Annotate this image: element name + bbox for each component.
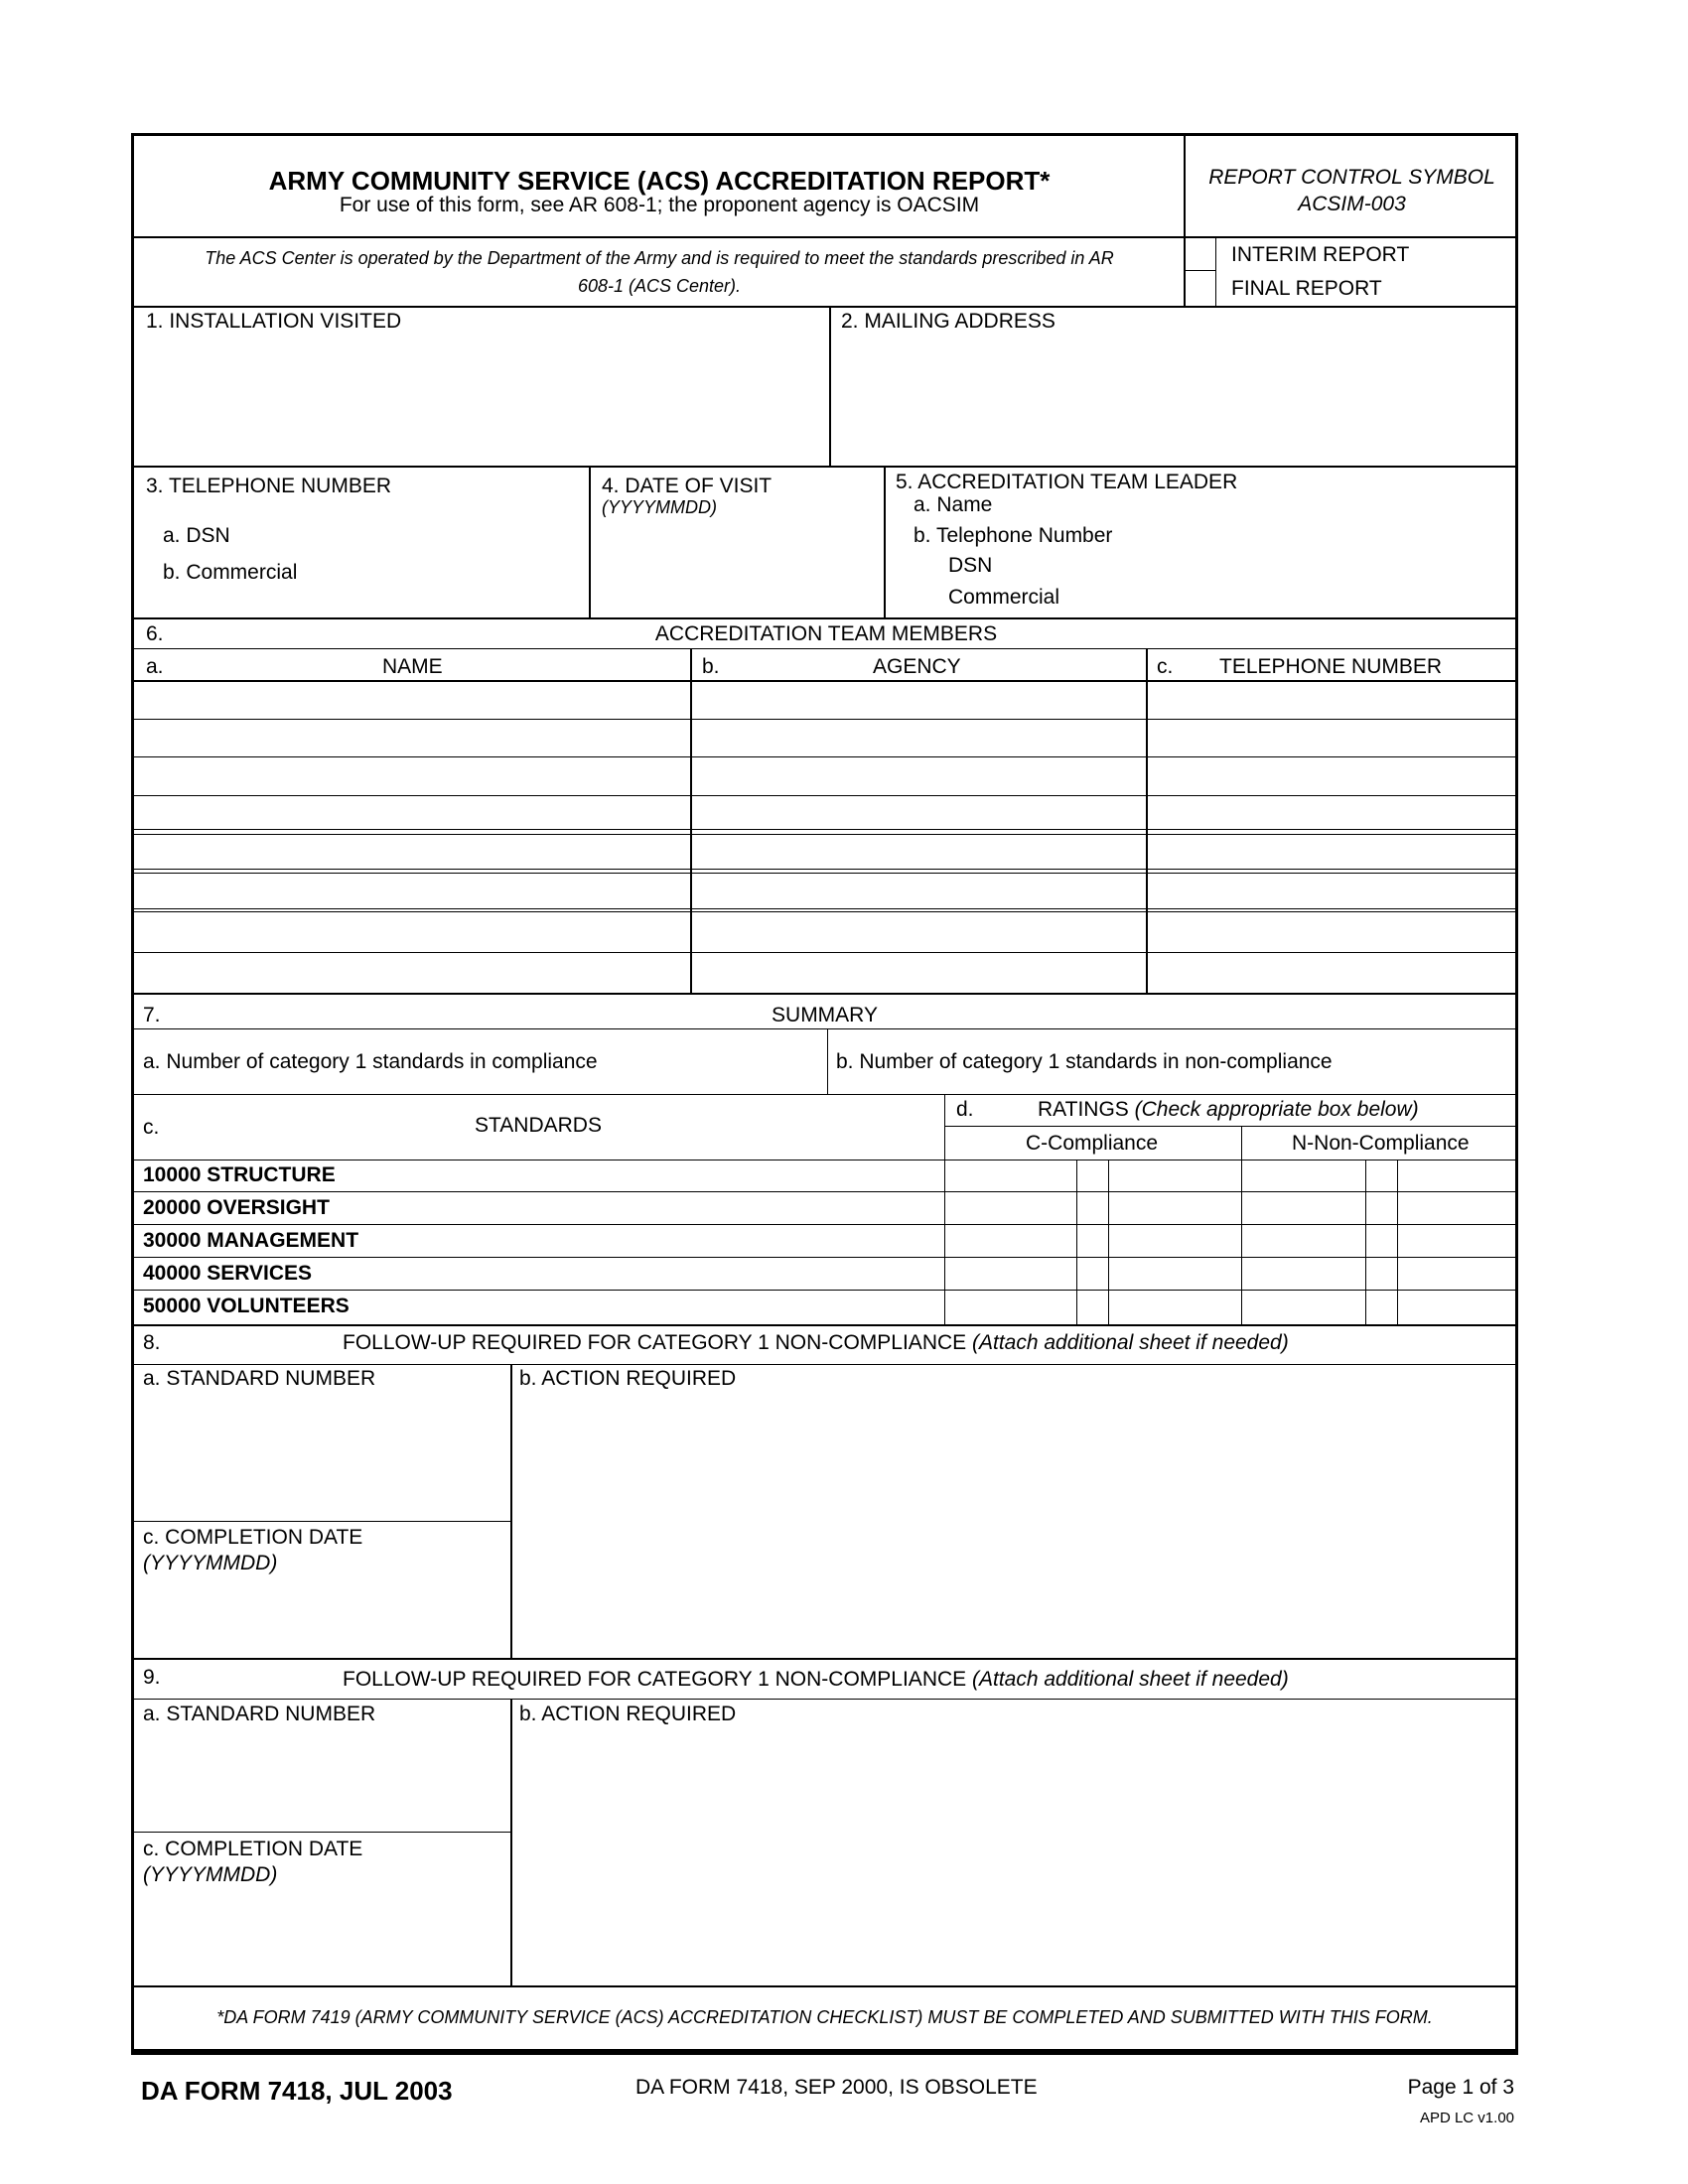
final-report-label: FINAL REPORT [1231,277,1382,300]
member-name-field[interactable] [138,797,686,833]
section7-top-line [134,993,1515,995]
oversight-non-compliance-checkbox[interactable] [1366,1192,1397,1224]
col-telephone-letter: c. [1157,655,1174,678]
frame-left-edge [131,991,134,2049]
section7-bottom-line [134,1324,1515,1326]
section6-number: 6. [146,622,164,645]
section8-action-required-field[interactable] [517,1394,1510,1654]
section7-title: SUMMARY [772,1004,878,1026]
member-name-field[interactable] [138,758,686,794]
standard-management: 30000 MANAGEMENT [143,1229,359,1252]
section8-completion-date-label: c. COMPLETION DATE [143,1526,363,1549]
non-compliance-checkbox-line [1397,1160,1398,1324]
member-telephone-field[interactable] [1150,875,1515,910]
section9-title-text: FOLLOW-UP REQUIRED FOR CATEGORY 1 NON-COMPLIANCE [343,1668,967,1691]
notice-bottom-line [134,306,1518,308]
member-name-field[interactable] [138,913,686,951]
frame-right-edge [1515,991,1518,2049]
section8-title-text: FOLLOW-UP REQUIRED FOR CATEGORY 1 NON-COMPLIANCE [343,1331,967,1354]
section9-note: (Attach additional sheet if needed) [972,1668,1289,1691]
structure-compliance-checkbox[interactable] [1077,1160,1108,1191]
standards-in-compliance-field[interactable] [631,1032,819,1090]
member-agency-field[interactable] [694,836,1143,872]
section8-title [343,1331,1289,1355]
interim-report-label: INTERIM REPORT [1231,243,1410,266]
section8-note: (Attach additional sheet if needed) [972,1331,1289,1354]
checkbox-column-line [1215,236,1216,306]
standard-oversight: 20000 OVERSIGHT [143,1196,330,1219]
telephone-number-label: 3. TELEPHONE NUMBER [146,475,392,497]
notice-line-1: The ACS Center is operated by the Department of the Army and is required to meet the standards prescribed in AR [205,248,1114,268]
section8-bottom-line [134,1658,1515,1660]
frame-bottom-edge [131,2049,1518,2052]
team-leader-name-field[interactable] [998,491,1514,519]
section9-action-required-label: b. ACTION REQUIRED [519,1703,737,1725]
standard-structure: 10000 STRUCTURE [143,1163,336,1186]
interim-report-checkbox[interactable] [1186,238,1215,270]
standards-in-non-compliance-label: b. Number of category 1 standards in non-compliance [836,1050,1333,1073]
section9-standard-number-field[interactable] [140,1729,505,1829]
standards-letter: c. [143,1116,160,1139]
section1-bottom-line [134,466,1518,468]
team-leader-commercial-label: Commercial [948,586,1060,609]
member-row-line [134,756,1518,757]
section8-completion-date-format: (YYYYMMDD) [143,1552,278,1574]
telephone-commercial-label: b. Commercial [163,561,298,584]
section8-title-line [134,1364,1515,1365]
section8-ac-divider [134,1521,511,1522]
report-control-symbol-value: ACSIM-003 [1298,193,1406,215]
obsolete-notice: DA FORM 7418, SEP 2000, IS OBSOLETE [635,2076,1038,2099]
member-telephone-field[interactable] [1150,721,1515,755]
notice-line-2: 608-1 (ACS Center). [577,276,742,296]
section9-completion-date-field[interactable] [140,1892,505,1981]
standard-services: 40000 SERVICES [143,1262,313,1285]
section7-title-line [134,1028,1515,1029]
footnote: *DA FORM 7419 (ARMY COMMUNITY SERVICE (ACS) ACCREDITATION CHECKLIST) MUST BE COMPLETED AND SUBMITTED WITH THIS FORM. [216,2007,1433,2027]
section8-number: 8. [143,1331,161,1354]
team-leader-label: 5. ACCREDITATION TEAM LEADER [896,471,1238,493]
member-telephone-field[interactable] [1150,797,1515,833]
team-leader-dsn-field[interactable] [998,551,1514,581]
telephone-dsn-label: a. DSN [163,524,230,547]
member-telephone-field[interactable] [1150,758,1515,794]
mailing-address-field[interactable] [839,335,1514,462]
compliance-header: C-Compliance [1026,1132,1159,1155]
member-name-field[interactable] [138,875,686,910]
section8-action-required-label: b. ACTION REQUIRED [519,1367,737,1390]
date-of-visit-format: (YYYYMMDD) [602,497,717,517]
member-agency-field[interactable] [694,721,1143,755]
section9-standard-number-label: a. STANDARD NUMBER [143,1703,376,1725]
final-report-checkbox[interactable] [1186,272,1215,305]
installation-visited-label: 1. INSTALLATION VISITED [146,310,402,333]
standard-volunteers: 50000 VOLUNTEERS [143,1295,350,1317]
header-bottom-line [134,236,1518,238]
standards-in-compliance-label: a. Number of category 1 standards in compliance [143,1050,598,1073]
member-agency-field[interactable] [694,875,1143,910]
standards-row-line [134,1257,1515,1258]
section8-col-divider [510,1364,512,1658]
member-name-field[interactable] [138,836,686,872]
member-agency-field[interactable] [694,913,1143,951]
member-telephone-field[interactable] [1150,682,1515,718]
services-non-compliance-checkbox[interactable] [1366,1258,1397,1290]
date-of-visit-label: 4. DATE OF VISIT [602,475,773,497]
member-row-line [134,873,1518,874]
telephone-dsn-field[interactable] [223,519,581,551]
ratings-letter: d. [956,1098,974,1121]
report-control-symbol-label: REPORT CONTROL SYMBOL [1208,166,1495,189]
ratings-cn-divider [1241,1126,1242,1324]
non-compliance-header: N-Non-Compliance [1292,1132,1470,1155]
team-leader-dsn-label: DSN [948,554,993,577]
col-name-letter: a. [146,655,164,678]
member-row-line [134,795,1518,796]
section1-2-divider [829,306,831,466]
section9-title-line [134,1699,1515,1700]
section9-col-divider [510,1699,512,1985]
ratings-title: RATINGS [1038,1098,1129,1121]
section9-title [343,1668,1289,1692]
team-leader-name-label: a. Name [914,493,993,516]
member-row-line [134,952,1518,953]
standards-header: STANDARDS [475,1114,602,1137]
section9-ac-divider [134,1832,511,1833]
section3-bottom-line [134,617,1518,619]
team-leader-commercial-field[interactable] [1067,583,1514,614]
form-version: APD LC v1.00 [1419,2110,1514,2126]
section9-completion-date-label: c. COMPLETION DATE [143,1838,363,1860]
member-telephone-field[interactable] [1150,836,1515,872]
member-row-line [134,834,1518,835]
volunteers-compliance-checkbox[interactable] [1077,1291,1108,1323]
section3-4-divider [589,466,591,617]
checkbox-divider [1184,270,1216,271]
col-agency-letter: b. [702,655,720,678]
section6-title: ACCREDITATION TEAM MEMBERS [654,622,998,645]
ratings-note: (Check appropriate box below) [1134,1098,1419,1121]
form-subtitle: For use of this form, see AR 608-1; the proponent agency is OACSIM [339,194,980,216]
member-name-field[interactable] [138,682,686,718]
lower-form [134,993,1515,2052]
installation-visited-field[interactable] [144,335,824,462]
volunteers-non-compliance-checkbox[interactable] [1366,1291,1397,1323]
form-title: ARMY COMMUNITY SERVICE (ACS) ACCREDITATION REPORT* [268,166,1051,196]
section4-5-divider [884,466,886,617]
oversight-compliance-checkbox[interactable] [1077,1192,1108,1224]
standards-row-line [134,1224,1515,1225]
section8-standard-number-label: a. STANDARD NUMBER [143,1367,376,1390]
section9-action-required-field[interactable] [517,1729,1510,1981]
col-name-header: NAME [382,655,443,678]
management-non-compliance-checkbox[interactable] [1366,1225,1397,1257]
member-agency-field[interactable] [694,758,1143,794]
member-row-line [134,911,1518,912]
section8-standard-number-field[interactable] [140,1394,505,1519]
member-agency-field[interactable] [694,797,1143,833]
section9-bottom-line [134,1985,1515,1987]
standards-row-line [134,1290,1515,1291]
management-compliance-checkbox[interactable] [1077,1225,1108,1257]
page-number: Page 1 of 3 [1407,2076,1514,2099]
section7-ab-bottom-line [134,1094,1515,1095]
section7-number: 7. [143,1004,161,1026]
structure-non-compliance-checkbox[interactable] [1366,1160,1397,1191]
section8-completion-date-field[interactable] [140,1580,505,1654]
section6-title-line [134,648,1518,649]
standards-row-line [134,1191,1515,1192]
section9-number: 9. [143,1666,161,1689]
section7-ab-divider [827,1028,828,1094]
member-telephone-field[interactable] [1150,913,1515,951]
section9-completion-date-format: (YYYYMMDD) [143,1863,278,1886]
standards-in-non-compliance-field[interactable] [1345,1032,1509,1090]
telephone-commercial-field[interactable] [283,555,581,587]
member-row-line [134,719,1518,720]
compliance-checkbox-line [1108,1160,1109,1324]
col-agency-header: AGENCY [873,655,961,678]
ratings-header-line [944,1126,1515,1127]
form-id: DA FORM 7418, JUL 2003 [141,2076,453,2106]
services-compliance-checkbox[interactable] [1077,1258,1108,1290]
member-agency-field[interactable] [694,682,1143,718]
member-name-field[interactable] [138,721,686,755]
ratings-header [1038,1098,1419,1122]
mailing-address-label: 2. MAILING ADDRESS [841,310,1055,333]
col-telephone-header: TELEPHONE NUMBER [1219,655,1443,678]
team-leader-telephone-label: b. Telephone Number [914,524,1113,547]
